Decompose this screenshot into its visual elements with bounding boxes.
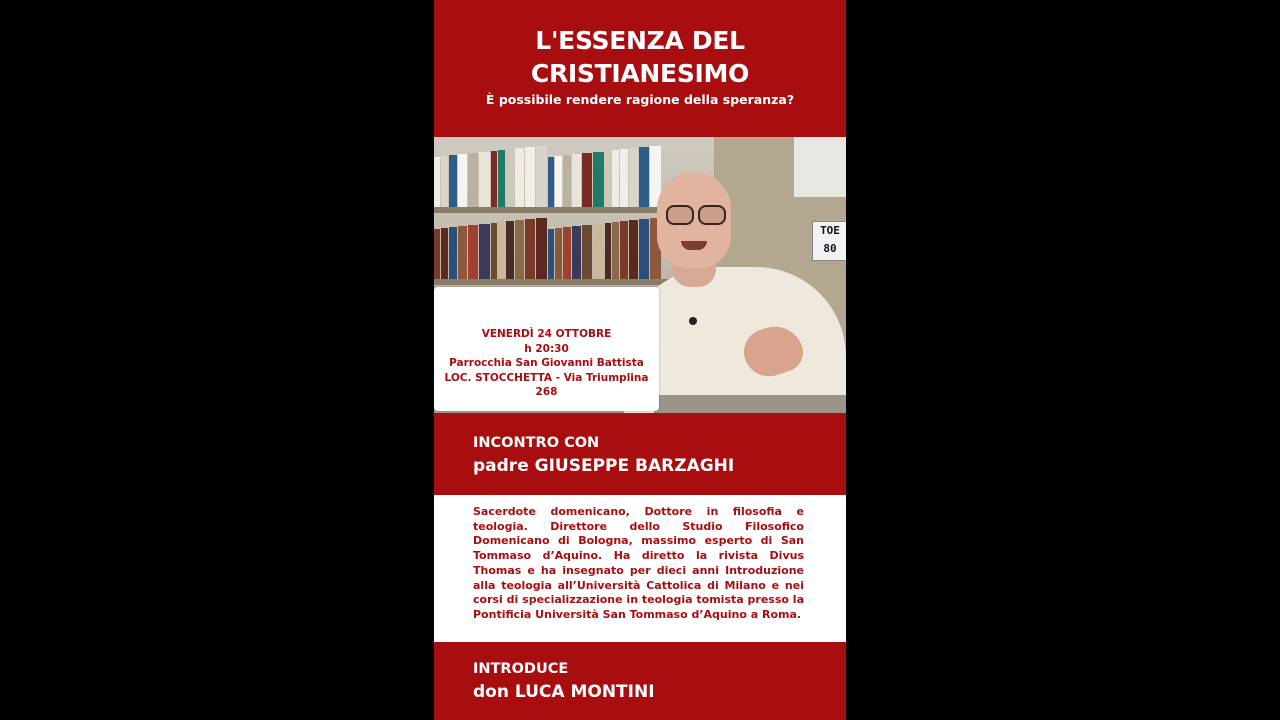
book-spine	[582, 225, 592, 279]
book-spine	[498, 222, 505, 279]
desk	[654, 395, 846, 413]
book-spine	[572, 154, 581, 207]
book-spine	[620, 149, 628, 207]
event-title	[434, 24, 846, 90]
book-spine	[479, 224, 490, 279]
book-spine	[434, 229, 440, 279]
event-time: h 20:30	[524, 342, 569, 355]
book-spine	[506, 221, 514, 279]
guest-section	[434, 413, 846, 495]
book-spine	[555, 156, 562, 207]
book-spine	[479, 152, 490, 207]
book-spine	[498, 150, 505, 207]
book-spine	[506, 149, 514, 207]
event-details-card	[434, 287, 659, 411]
event-poster	[434, 0, 846, 720]
book-spine	[434, 157, 440, 207]
book-spine	[639, 219, 649, 279]
bookshelf-row-lower	[434, 217, 662, 279]
shelf-sign: TOE 80	[812, 221, 846, 261]
bookshelf-row-upper	[434, 145, 662, 207]
guest-bio	[434, 495, 846, 642]
book-spine	[536, 146, 547, 207]
book-spine	[468, 225, 478, 279]
poster-header	[434, 0, 846, 137]
book-spine	[563, 227, 571, 279]
book-spine	[515, 148, 524, 207]
event-date: VENERDÌ 24 OTTOBRE	[481, 328, 612, 340]
book-spine	[536, 218, 547, 279]
book-spine	[620, 221, 628, 279]
book-spine	[605, 223, 611, 279]
book-spine	[582, 153, 592, 207]
introducer-section	[434, 642, 846, 720]
introducer-name: don LUCA MONTINI	[473, 682, 655, 702]
title-line-1: L'ESSENZA DEL	[535, 26, 745, 55]
book-spine	[612, 150, 619, 207]
event-place: Parrocchia San Giovanni Battista	[449, 357, 644, 369]
book-spine	[548, 229, 554, 279]
book-spine	[629, 148, 638, 207]
book-spine	[491, 151, 497, 207]
book-spine	[593, 224, 604, 279]
guest-heading: INCONTRO CON	[473, 435, 600, 451]
book-spine	[491, 223, 497, 279]
book-spine	[458, 226, 467, 279]
introducer-heading: INTRODUCE	[473, 661, 569, 677]
title-line-2: CRISTIANESIMO	[530, 59, 750, 88]
book-spine	[468, 153, 478, 207]
book-spine	[441, 228, 448, 279]
book-spine	[572, 226, 581, 279]
book-spine	[548, 157, 554, 207]
book-spine	[449, 155, 457, 207]
glasses-icon	[664, 205, 726, 221]
event-subtitle: È possibile rendere ragione della speranza?	[485, 92, 795, 107]
book-spine	[515, 220, 524, 279]
book-spine	[555, 228, 562, 279]
microphone-icon	[689, 317, 697, 325]
book-spine	[593, 152, 604, 207]
event-address: LOC. STOCCHETTA - Via Triumplina 268	[444, 371, 649, 398]
guest-name: padre GIUSEPPE BARZAGHI	[473, 456, 735, 476]
book-spine	[639, 147, 649, 207]
book-spine	[525, 219, 535, 279]
bio-text: Sacerdote domenicano, Dottore in filosofia e teologia. Direttore dello Studio Filosofico Domenicano di Bologna, massimo esperto di San Tommaso d’Aquino. Ha diretto la rivista Divus Thomas e ha insegnato per dieci anni Introduzione alla teologia all’Università Cattolica di Milano e nei corsi di specializzazione in teologia tomista presso la Pontificia Università San Tommaso d’Aquino a Roma.	[473, 505, 804, 621]
window	[794, 137, 846, 197]
book-spine	[605, 151, 611, 207]
book-spine	[629, 220, 638, 279]
book-spine	[563, 155, 571, 207]
book-spine	[441, 156, 448, 207]
book-spine	[525, 147, 535, 207]
book-spine	[449, 227, 457, 279]
book-spine	[612, 222, 619, 279]
book-spine	[458, 154, 467, 207]
